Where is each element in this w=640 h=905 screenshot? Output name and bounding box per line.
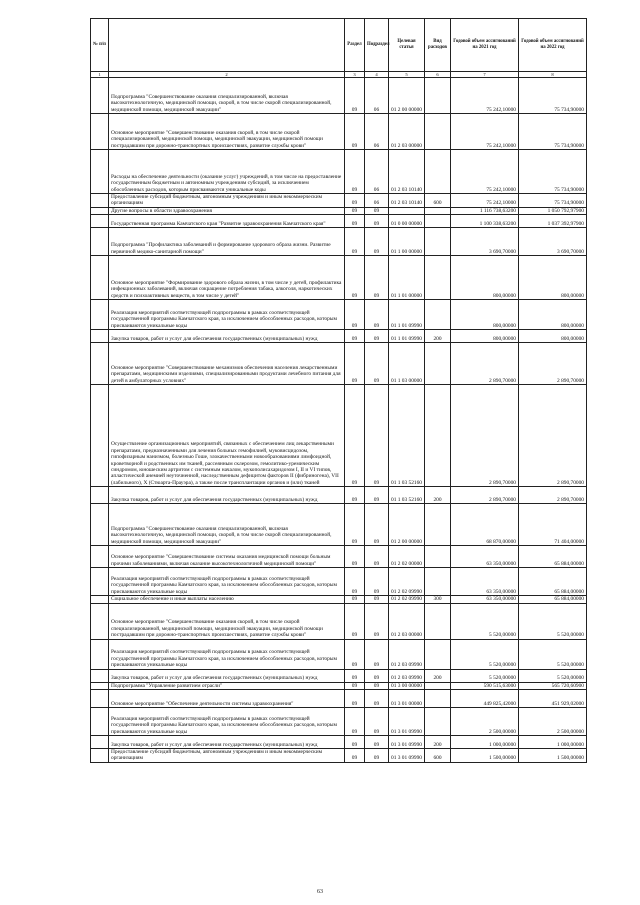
cell-expense-type bbox=[425, 568, 451, 596]
cell-num bbox=[91, 207, 109, 214]
cell-year-2021: 75 242,10000 bbox=[451, 78, 519, 114]
cell-num bbox=[91, 150, 109, 194]
cell-podrazdel: 09 bbox=[365, 330, 389, 343]
table-body bbox=[91, 78, 587, 763]
table-row bbox=[91, 708, 587, 736]
table-row bbox=[91, 114, 587, 150]
cell-name: Реализация мероприятий соответствующей подпрограммы в рамках соответствующей государственной программы Камчатского края, за исключением обособленных расходов, которым присваиваются уникальные коды bbox=[109, 568, 345, 596]
cell-expense-type bbox=[425, 385, 451, 487]
cell-year-2022: 5 520,00000 bbox=[519, 603, 587, 639]
table-row bbox=[91, 669, 587, 682]
cell-num bbox=[91, 749, 109, 763]
cell-expense-type bbox=[425, 78, 451, 114]
cell-name: Подпрограмма "Совершенствование оказания специализированной, включая высокотехнологичную, медицинской помощи, скорой, в том числе скорой специализированной, медицинской помощи, медицинской эвакуации" bbox=[109, 504, 345, 546]
header-razdel: Раздел bbox=[345, 19, 365, 72]
cell-year-2022: 565 720,60900 bbox=[519, 682, 587, 689]
cell-name: Закупка товаров, работ и услуг для обеспечения государственных (муниципальных) нужд bbox=[109, 330, 345, 343]
cell-expense-type bbox=[425, 682, 451, 689]
cell-razdel: 09 bbox=[345, 504, 365, 546]
cell-expense-type bbox=[425, 114, 451, 150]
column-number: 7 bbox=[451, 72, 519, 78]
cell-podrazdel: 09 bbox=[365, 256, 389, 300]
table-row bbox=[91, 207, 587, 214]
cell-podrazdel: 09 bbox=[365, 215, 389, 228]
cell-podrazdel: 06 bbox=[365, 150, 389, 194]
table-row bbox=[91, 546, 587, 568]
cell-razdel: 09 bbox=[345, 114, 365, 150]
cell-num bbox=[91, 603, 109, 639]
cell-razdel: 09 bbox=[345, 215, 365, 228]
cell-name: Социальное обеспечение и иные выплаты населению bbox=[109, 596, 345, 603]
cell-expense-type bbox=[425, 603, 451, 639]
cell-num bbox=[91, 385, 109, 487]
cell-podrazdel: 09 bbox=[365, 682, 389, 689]
cell-num bbox=[91, 568, 109, 596]
cell-razdel: 09 bbox=[345, 78, 365, 114]
table-row bbox=[91, 300, 587, 330]
cell-year-2021: 2 890,70000 bbox=[451, 385, 519, 487]
table-row bbox=[91, 194, 587, 208]
cell-name: Основное мероприятие "Формирование здорового образа жизни, в том числе у детей, профилактика инфекционных заболеваний, включая сокращение потребления табака, алкоголя, наркотических средств и психоактивных веществ, в том числе у детей" bbox=[109, 256, 345, 300]
cell-target-article: 01 3 00 00000 bbox=[389, 682, 425, 689]
budget-document-page bbox=[90, 18, 586, 763]
cell-num bbox=[91, 596, 109, 603]
table-row bbox=[91, 256, 587, 300]
cell-num bbox=[91, 736, 109, 749]
cell-expense-type: 600 bbox=[425, 749, 451, 763]
cell-expense-type bbox=[425, 504, 451, 546]
cell-podrazdel: 09 bbox=[365, 736, 389, 749]
header-year-2022: Годовой объем ассигнований на 2022 год bbox=[519, 19, 587, 72]
cell-year-2022: 2 500,00000 bbox=[519, 708, 587, 736]
cell-year-2021: 3 690,70000 bbox=[451, 228, 519, 256]
cell-name: Подпрограмма "Профилактика заболеваний и формирование здорового образа жизни. Развитие первичной медико-санитарной помощи" bbox=[109, 228, 345, 256]
table-row bbox=[91, 343, 587, 385]
cell-year-2021: 800,00000 bbox=[451, 300, 519, 330]
cell-razdel: 09 bbox=[345, 682, 365, 689]
cell-name: Основное мероприятие "Совершенствование системы оказания медицинской помощи больным прочими заболеваниями, включая оказание высокотехнологичной медицинской помощи" bbox=[109, 546, 345, 568]
cell-podrazdel: 09 bbox=[365, 207, 389, 214]
cell-name: Закупка товаров, работ и услуг для обеспечения государственных (муниципальных) нужд bbox=[109, 487, 345, 504]
cell-num bbox=[91, 639, 109, 669]
table-row bbox=[91, 228, 587, 256]
cell-year-2022: 1 000,00000 bbox=[519, 736, 587, 749]
table-row bbox=[91, 639, 587, 669]
table-row bbox=[91, 736, 587, 749]
cell-year-2022: 75 734,90000 bbox=[519, 114, 587, 150]
table-row bbox=[91, 596, 587, 603]
cell-year-2022: 65 884,00000 bbox=[519, 546, 587, 568]
table-header-row bbox=[91, 19, 587, 72]
cell-year-2021: 2 500,00000 bbox=[451, 708, 519, 736]
cell-podrazdel: 09 bbox=[365, 343, 389, 385]
cell-expense-type bbox=[425, 708, 451, 736]
cell-num bbox=[91, 546, 109, 568]
cell-target-article: 01 0 00 00000 bbox=[389, 215, 425, 228]
cell-year-2022: 1 500,00000 bbox=[519, 749, 587, 763]
cell-name: Осуществление организационных мероприятий, связанных с обеспечением лиц лекарственными препаратами, предназначенными для лечения больных гемофилией, муковисцидозом, гипофизарным нанизмом, болезнью Гоше, злокачественными новообразованиями лимфоидной, кроветворной и родственных им тканей, рассеянным склерозом, гемолитико-уремическим синдромом, юношеским артритом с системным началом, мукополисахаридозом I, II и VI типов, апластической анемией неуточненной, наследственным дефицитом факторов II (фибриногена), VII (лабильного), X (Стюарта-Прауэра), а также после трансплантации органов и (или) тканей bbox=[109, 385, 345, 487]
cell-expense-type bbox=[425, 256, 451, 300]
table-row bbox=[91, 690, 587, 708]
cell-target-article: 01 1 03 52160 bbox=[389, 385, 425, 487]
cell-razdel: 09 bbox=[345, 690, 365, 708]
cell-year-2022: 800,00000 bbox=[519, 330, 587, 343]
cell-razdel: 09 bbox=[345, 194, 365, 208]
header-podrazdel: Подраздел bbox=[365, 19, 389, 72]
cell-razdel: 09 bbox=[345, 150, 365, 194]
table-row bbox=[91, 330, 587, 343]
cell-target-article: 01 2 03 10140 bbox=[389, 150, 425, 194]
cell-year-2021: 800,00000 bbox=[451, 256, 519, 300]
cell-podrazdel: 09 bbox=[365, 749, 389, 763]
cell-num bbox=[91, 114, 109, 150]
cell-podrazdel: 09 bbox=[365, 504, 389, 546]
cell-target-article: 01 2 03 10140 bbox=[389, 194, 425, 208]
cell-year-2021: 2 890,70000 bbox=[451, 487, 519, 504]
cell-year-2021: 590 515,63000 bbox=[451, 682, 519, 689]
cell-expense-type bbox=[425, 215, 451, 228]
cell-num bbox=[91, 690, 109, 708]
cell-name: Другие вопросы в области здравоохранения bbox=[109, 207, 345, 214]
cell-year-2022: 800,00000 bbox=[519, 300, 587, 330]
table-row bbox=[91, 749, 587, 763]
table-row bbox=[91, 568, 587, 596]
cell-target-article: 01 2 03 09990 bbox=[389, 639, 425, 669]
table-row bbox=[91, 603, 587, 639]
cell-target-article: 01 2 02 09990 bbox=[389, 568, 425, 596]
cell-year-2022: 800,00000 bbox=[519, 256, 587, 300]
cell-podrazdel: 09 bbox=[365, 487, 389, 504]
cell-target-article: 01 2 02 00000 bbox=[389, 546, 425, 568]
cell-year-2022: 1 050 792,97900 bbox=[519, 207, 587, 214]
cell-year-2021: 2 890,70000 bbox=[451, 343, 519, 385]
cell-num bbox=[91, 708, 109, 736]
cell-year-2022: 71 404,00000 bbox=[519, 504, 587, 546]
column-number: 3 bbox=[345, 72, 365, 78]
cell-podrazdel: 09 bbox=[365, 708, 389, 736]
cell-target-article: 01 1 01 09990 bbox=[389, 300, 425, 330]
cell-year-2022: 65 884,00000 bbox=[519, 568, 587, 596]
cell-name: Реализация мероприятий соответствующей подпрограммы в рамках соответствующей государственной программы Камчатского края, за исключением обособленных расходов, которым присваиваются уникальные коды bbox=[109, 639, 345, 669]
cell-razdel: 09 bbox=[345, 330, 365, 343]
cell-year-2021: 75 242,10000 bbox=[451, 150, 519, 194]
cell-expense-type bbox=[425, 228, 451, 256]
cell-razdel: 09 bbox=[345, 749, 365, 763]
cell-year-2021: 1 116 738,63200 bbox=[451, 207, 519, 214]
cell-name: Основное мероприятие "Совершенствование оказания скорой, в том числе скорой специализированной, медицинской помощи, медицинской эвакуации, медицинской помощи пострадавшим при дорожно-транспортных происшествиях, развитие службы крови" bbox=[109, 114, 345, 150]
cell-name: Предоставление субсидий бюджетным, автономным учреждениям и иным некоммерческим организациям bbox=[109, 749, 345, 763]
header-target-article: Целевая статья bbox=[389, 19, 425, 72]
cell-num bbox=[91, 330, 109, 343]
cell-razdel: 09 bbox=[345, 487, 365, 504]
cell-razdel: 09 bbox=[345, 546, 365, 568]
cell-target-article: 01 2 02 09990 bbox=[389, 596, 425, 603]
cell-name: Предоставление субсидий бюджетным, автономным учреждениям и иным некоммерческим организациям bbox=[109, 194, 345, 208]
table-row bbox=[91, 504, 587, 546]
column-number: 5 bbox=[389, 72, 425, 78]
cell-expense-type: 200 bbox=[425, 330, 451, 343]
cell-expense-type bbox=[425, 690, 451, 708]
cell-name: Расходы на обеспечение деятельности (оказание услуг) учреждений, в том числе на предоставление государственным бюджетным и автономным учреждениям субсидий, за исключением обособленных расходов, которым присваиваются уникальные коды bbox=[109, 150, 345, 194]
cell-year-2022: 1 037 392,97900 bbox=[519, 215, 587, 228]
cell-podrazdel: 09 bbox=[365, 300, 389, 330]
cell-podrazdel: 06 bbox=[365, 114, 389, 150]
cell-name: Основное мероприятие "Обеспечение деятельности системы здравоохранения" bbox=[109, 690, 345, 708]
budget-table bbox=[90, 18, 587, 763]
table-row bbox=[91, 385, 587, 487]
cell-target-article: 01 1 00 00000 bbox=[389, 228, 425, 256]
table-row bbox=[91, 682, 587, 689]
cell-target-article: 01 3 01 09990 bbox=[389, 708, 425, 736]
table-row bbox=[91, 487, 587, 504]
cell-razdel: 09 bbox=[345, 228, 365, 256]
cell-year-2022: 65 884,00000 bbox=[519, 596, 587, 603]
cell-num bbox=[91, 215, 109, 228]
cell-year-2021: 5 520,00000 bbox=[451, 603, 519, 639]
cell-num bbox=[91, 256, 109, 300]
table-row bbox=[91, 150, 587, 194]
cell-year-2022: 451 929,02000 bbox=[519, 690, 587, 708]
cell-razdel: 09 bbox=[345, 385, 365, 487]
cell-name: Основное мероприятие "Совершенствование оказания скорой, в том числе скорой специализированной, медицинской помощи, медицинской эвакуации, медицинской помощи пострадавшим при дорожно-транспортных происшествиях, развитие службы крови" bbox=[109, 603, 345, 639]
cell-podrazdel: 09 bbox=[365, 568, 389, 596]
column-number: 4 bbox=[365, 72, 389, 78]
cell-year-2021: 68 870,00000 bbox=[451, 504, 519, 546]
cell-year-2021: 449 825,42000 bbox=[451, 690, 519, 708]
cell-target-article: 01 3 01 09990 bbox=[389, 736, 425, 749]
cell-expense-type bbox=[425, 207, 451, 214]
cell-target-article: 01 2 03 00000 bbox=[389, 603, 425, 639]
cell-target-article: 01 2 03 00000 bbox=[389, 114, 425, 150]
cell-expense-type: 200 bbox=[425, 736, 451, 749]
cell-target-article: 01 1 01 00000 bbox=[389, 256, 425, 300]
table-row bbox=[91, 215, 587, 228]
cell-target-article: 01 2 00 00000 bbox=[389, 78, 425, 114]
cell-num bbox=[91, 669, 109, 682]
column-number: 2 bbox=[109, 72, 345, 78]
cell-name: Подпрограмма "Управление развитием отрасли" bbox=[109, 682, 345, 689]
cell-num bbox=[91, 228, 109, 256]
cell-podrazdel: 09 bbox=[365, 228, 389, 256]
cell-razdel: 09 bbox=[345, 603, 365, 639]
cell-year-2022: 5 520,00000 bbox=[519, 669, 587, 682]
column-number: 6 bbox=[425, 72, 451, 78]
cell-year-2022: 2 890,70000 bbox=[519, 385, 587, 487]
cell-year-2022: 75 734,90000 bbox=[519, 150, 587, 194]
cell-podrazdel: 09 bbox=[365, 603, 389, 639]
header-expense-type: Вид расходов bbox=[425, 19, 451, 72]
cell-year-2022: 75 734,90000 bbox=[519, 78, 587, 114]
header-num: № п/п bbox=[91, 19, 109, 72]
cell-year-2022: 2 890,70000 bbox=[519, 487, 587, 504]
header-year-2021: Годовой объем ассигнований на 2021 год bbox=[451, 19, 519, 72]
header-name bbox=[109, 19, 345, 72]
cell-expense-type: 200 bbox=[425, 487, 451, 504]
cell-expense-type bbox=[425, 343, 451, 385]
cell-razdel: 09 bbox=[345, 639, 365, 669]
cell-year-2021: 5 520,00000 bbox=[451, 669, 519, 682]
cell-expense-type bbox=[425, 150, 451, 194]
cell-year-2021: 63 350,00000 bbox=[451, 568, 519, 596]
cell-podrazdel: 06 bbox=[365, 194, 389, 208]
page-number: 63 bbox=[317, 889, 323, 895]
cell-podrazdel: 09 bbox=[365, 546, 389, 568]
cell-name: Подпрограмма "Совершенствование оказания специализированной, включая высокотехнологичную, медицинской помощи, скорой, в том числе скорой специализированной, медицинской помощи, медицинской эвакуации" bbox=[109, 78, 345, 114]
cell-expense-type: 300 bbox=[425, 596, 451, 603]
cell-year-2021: 5 520,00000 bbox=[451, 639, 519, 669]
cell-year-2022: 3 690,70000 bbox=[519, 228, 587, 256]
cell-expense-type bbox=[425, 639, 451, 669]
cell-num bbox=[91, 487, 109, 504]
cell-num bbox=[91, 300, 109, 330]
cell-target-article: 01 1 01 09990 bbox=[389, 330, 425, 343]
cell-year-2021: 63 350,00000 bbox=[451, 546, 519, 568]
cell-razdel: 09 bbox=[345, 736, 365, 749]
cell-num bbox=[91, 682, 109, 689]
cell-name: Реализация мероприятий соответствующей подпрограммы в рамках соответствующей государственной программы Камчатского края, за исключением обособленных расходов, которым присваиваются уникальные коды bbox=[109, 708, 345, 736]
cell-razdel: 09 bbox=[345, 568, 365, 596]
cell-razdel: 09 bbox=[345, 708, 365, 736]
cell-target-article: 01 1 03 00000 bbox=[389, 343, 425, 385]
cell-expense-type bbox=[425, 546, 451, 568]
cell-target-article: 01 2 03 09990 bbox=[389, 669, 425, 682]
cell-target-article: 01 3 01 00000 bbox=[389, 690, 425, 708]
cell-podrazdel: 09 bbox=[365, 690, 389, 708]
column-number: 1 bbox=[91, 72, 109, 78]
cell-year-2021: 1 500,00000 bbox=[451, 749, 519, 763]
cell-num bbox=[91, 78, 109, 114]
cell-name: Основное мероприятие "Совершенствование механизмов обеспечения населения лекарственными препаратами, медицинскими изделиями, специализированными продуктами лечебного питания для детей в амбулаторных условиях" bbox=[109, 343, 345, 385]
cell-expense-type: 200 bbox=[425, 669, 451, 682]
cell-target-article: 01 3 01 09990 bbox=[389, 749, 425, 763]
cell-year-2021: 1 100 338,63200 bbox=[451, 215, 519, 228]
cell-expense-type bbox=[425, 300, 451, 330]
cell-year-2022: 2 890,70000 bbox=[519, 343, 587, 385]
cell-razdel: 09 bbox=[345, 207, 365, 214]
cell-razdel: 09 bbox=[345, 256, 365, 300]
cell-razdel: 09 bbox=[345, 300, 365, 330]
cell-year-2021: 800,00000 bbox=[451, 330, 519, 343]
cell-name: Закупка товаров, работ и услуг для обеспечения государственных (муниципальных) нужд bbox=[109, 736, 345, 749]
cell-name: Реализация мероприятий соответствующей подпрограммы в рамках соответствующей государственной программы Камчатского края, за исключением обособленных расходов, которым присваиваются уникальные коды bbox=[109, 300, 345, 330]
cell-target-article: 01 1 03 52160 bbox=[389, 487, 425, 504]
cell-num bbox=[91, 194, 109, 208]
cell-year-2022: 5 520,00000 bbox=[519, 639, 587, 669]
cell-year-2022: 75 734,90000 bbox=[519, 194, 587, 208]
cell-target-article bbox=[389, 207, 425, 214]
cell-year-2021: 1 000,00000 bbox=[451, 736, 519, 749]
cell-target-article: 01 2 00 00000 bbox=[389, 504, 425, 546]
column-number: 8 bbox=[519, 72, 587, 78]
cell-year-2021: 75 242,10000 bbox=[451, 194, 519, 208]
cell-year-2021: 63 350,00000 bbox=[451, 596, 519, 603]
table-row bbox=[91, 78, 587, 114]
cell-podrazdel: 09 bbox=[365, 639, 389, 669]
cell-expense-type: 600 bbox=[425, 194, 451, 208]
cell-year-2021: 75 242,10000 bbox=[451, 114, 519, 150]
cell-num bbox=[91, 504, 109, 546]
cell-podrazdel: 09 bbox=[365, 385, 389, 487]
cell-razdel: 09 bbox=[345, 596, 365, 603]
cell-podrazdel: 09 bbox=[365, 669, 389, 682]
cell-podrazdel: 06 bbox=[365, 78, 389, 114]
cell-razdel: 09 bbox=[345, 343, 365, 385]
cell-num bbox=[91, 343, 109, 385]
cell-razdel: 09 bbox=[345, 669, 365, 682]
cell-name: Закупка товаров, работ и услуг для обеспечения государственных (муниципальных) нужд bbox=[109, 669, 345, 682]
cell-name: Государственная программа Камчатского края "Развитие здравоохранения Камчатского края" bbox=[109, 215, 345, 228]
cell-podrazdel: 09 bbox=[365, 596, 389, 603]
